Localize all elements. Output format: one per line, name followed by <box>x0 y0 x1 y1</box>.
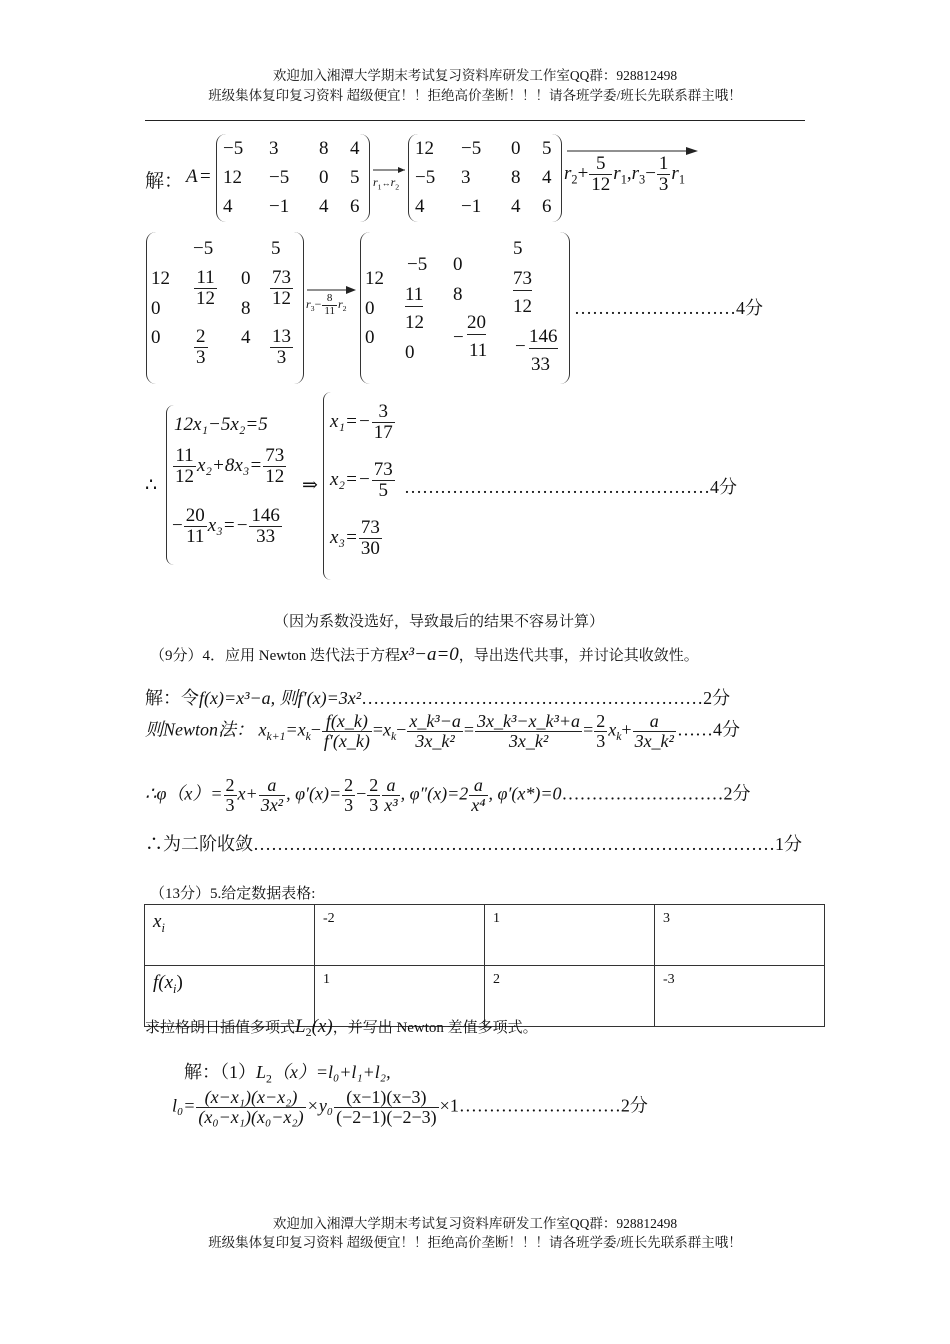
op-var: r <box>613 162 621 184</box>
fraction <box>224 776 237 815</box>
frac-den: 17 <box>373 421 393 443</box>
op-sign: , <box>626 162 632 184</box>
op-var: r <box>631 162 640 184</box>
ask-text: 求拉格朗日插值多项式 <box>145 1020 296 1036</box>
eq-text: , φ′(x*)=0 <box>488 783 562 804</box>
op-sub: 3 <box>639 172 646 187</box>
eq-text: x₁=− <box>330 410 371 432</box>
arrow-icon <box>372 163 408 175</box>
frac-den: 3 <box>276 346 287 368</box>
score-line-1 <box>574 294 763 320</box>
frac-num: (x−1)(x−3) <box>334 1088 439 1108</box>
matrix-cell: 5 <box>542 138 552 159</box>
system-eq-1: 12x₁−5x₂=5 <box>174 414 268 435</box>
matrix-cell: 6 <box>542 196 552 217</box>
matrix-cell: 12 <box>405 312 424 333</box>
matrix-cell: 4 <box>415 196 425 217</box>
q4-step-3 <box>145 776 751 815</box>
cell-text: ) <box>176 972 183 993</box>
frac-den: 30 <box>360 537 380 559</box>
op-var: r <box>306 296 311 311</box>
frac-num: 5 <box>589 154 612 175</box>
frac-den: 11 <box>324 304 335 317</box>
frac-den: (x₀−x₁)(x₀−x₂) <box>198 1106 304 1127</box>
eq-text: x <box>258 719 267 740</box>
fraction <box>270 327 293 368</box>
step-text: ∴为二阶收敛 <box>145 834 253 854</box>
matrix-cell: 11 <box>405 284 424 305</box>
frac-den: 33 <box>256 525 276 547</box>
op-var: r <box>671 162 679 184</box>
table-row <box>145 905 825 966</box>
step-label: 解：（1） <box>184 1062 256 1082</box>
therefore-sign: ∴ <box>145 475 158 496</box>
q4-prompt <box>150 644 699 666</box>
frac-den: 3 <box>369 794 379 815</box>
eq-text: l₀= <box>172 1095 196 1116</box>
op-sub: 2 <box>571 172 578 187</box>
matrix-cell: −5 <box>223 138 244 159</box>
frac-num: 11 <box>173 446 196 467</box>
fraction <box>372 402 395 443</box>
fraction <box>270 268 293 309</box>
eq-text: ×1 <box>439 1095 459 1116</box>
matrix-c <box>146 232 304 384</box>
frac-num: 73 <box>272 267 291 288</box>
matrix-cell: 20 <box>467 312 486 333</box>
matrix-cell: −5 <box>407 254 428 275</box>
frac-num: 2 <box>344 775 354 795</box>
eq-text: ×y₀ <box>306 1095 334 1116</box>
frac-den: 3 <box>658 173 669 195</box>
fraction <box>259 776 285 815</box>
score-dots: ………………………2 <box>561 783 733 804</box>
matrix-cell <box>269 268 294 309</box>
frac-num: 13 <box>272 326 291 347</box>
matrix-cell: 0 <box>365 298 375 319</box>
fraction <box>382 776 399 815</box>
fraction <box>334 1088 439 1127</box>
frac-den: 3x_k² <box>634 730 674 751</box>
fraction <box>194 327 208 368</box>
table-cell: -3 <box>655 966 825 1027</box>
frac-num: f(x_k) <box>322 712 372 732</box>
cell-text: f(x <box>153 972 174 993</box>
data-table <box>144 904 825 1027</box>
matrix-cell: −5 <box>461 138 482 159</box>
step-expr: f(x)=x³−a, 则f′(x)=3x² <box>199 688 362 708</box>
matrix-cell: −5 <box>415 167 436 188</box>
op-sub: 2 <box>342 304 347 314</box>
frac-den: 3 <box>196 346 206 368</box>
op-var: r <box>337 296 343 311</box>
eq-text: x₂=− <box>330 468 371 490</box>
matrix-cell: 4 <box>511 196 521 217</box>
frac-num: 8 <box>322 293 337 306</box>
fraction <box>589 154 612 195</box>
frac-den: 3x² <box>260 794 284 815</box>
eq-text: （x）=l₀+l₁+l₂, <box>271 1062 391 1082</box>
frac-num: 73 <box>360 517 380 538</box>
row-op-1 <box>564 154 685 195</box>
matrix-cell: 146 <box>529 326 558 347</box>
frac-den: 12 <box>272 287 291 309</box>
fraction <box>184 506 207 547</box>
score-unit: 分 <box>732 783 751 804</box>
matrix-b <box>408 134 562 222</box>
eq-text: x₃=− <box>207 514 249 536</box>
matrix-cell: 3 <box>269 138 279 159</box>
fraction <box>263 446 286 487</box>
matrix-cell: 4 <box>223 196 233 217</box>
equals-sign: = <box>200 166 211 187</box>
frac-num: 2 <box>196 326 206 347</box>
frac-den: 3 <box>225 794 235 815</box>
op-sub: 1 <box>620 172 627 187</box>
op-sign: − <box>645 162 656 184</box>
matrix-cell: 5 <box>513 238 523 259</box>
matrix-cell <box>269 327 294 368</box>
eq-sign: − <box>172 514 183 536</box>
op-sub: 1 <box>678 172 685 187</box>
op-var: r <box>564 162 572 184</box>
score-unit: 分 <box>719 477 737 497</box>
row-op-2 <box>306 293 347 317</box>
frac-den: 11 <box>186 525 205 547</box>
frac-num: 1 <box>658 153 669 174</box>
solution-x2 <box>330 460 396 501</box>
eq-text: =x <box>285 719 306 740</box>
op-sign: + <box>577 162 589 184</box>
frac-num: x_k³−a <box>409 711 461 731</box>
matrix-a <box>216 134 370 222</box>
score-unit: 分 <box>629 1095 648 1116</box>
op-sign: − <box>314 296 322 311</box>
frac-num: 3 <box>372 402 395 423</box>
system-eq-2 <box>172 446 287 487</box>
frac-den: 12 <box>265 465 285 487</box>
frac-num: 73 <box>373 459 393 480</box>
matrix-cell: 0 <box>405 342 415 363</box>
score-dots: …………………………………………………2 <box>361 688 713 708</box>
fraction <box>173 446 196 487</box>
matrix-cell: 0 <box>319 167 329 188</box>
prompt-text: ，导出迭代共事，并讨论其收敛性。 <box>458 648 699 664</box>
eq-text: L <box>256 1062 267 1082</box>
q5-ask <box>145 1016 538 1040</box>
score-line-2 <box>404 473 737 499</box>
ask-text: ，并写出 Newton 差值多项式。 <box>332 1020 538 1036</box>
matrix-cell: 8 <box>241 298 251 319</box>
matrix-cell: 11 <box>469 340 488 361</box>
matrix-cell: 12 <box>365 268 384 289</box>
frac-num: 2 <box>225 775 235 795</box>
fraction <box>469 776 487 815</box>
frac-num: 73 <box>265 445 285 466</box>
q5-prompt: （13分）5.给定数据表格: <box>150 886 316 902</box>
eq-text: , φ″(x)=2 <box>400 783 469 804</box>
frac-den: 12 <box>591 173 611 195</box>
implies-sign: ⇒ <box>302 475 318 496</box>
score-dots: ……………………………………………4 <box>404 477 719 497</box>
matrix-cell: 12 <box>151 268 170 289</box>
fraction <box>657 154 671 195</box>
score-unit: 分 <box>712 688 731 708</box>
prompt-text: （9分）4．应用 Newton 迭代法于方程 <box>150 648 400 664</box>
header-line-2: 班级集体复印复习资料 超级便宜！！拒绝高价垄断！！！请各班学委/班长先联系群主哦！ <box>208 88 742 103</box>
step-label: 则Newton法： <box>145 719 255 740</box>
matrix-cell: 8 <box>319 138 329 159</box>
op-sub: 1 <box>377 182 382 192</box>
fraction <box>633 712 676 751</box>
op-var: r <box>390 175 396 189</box>
matrix-cell: − <box>515 336 526 357</box>
prompt-eq: x³−a=0 <box>400 644 459 665</box>
fraction <box>249 506 282 547</box>
fraction <box>367 776 380 815</box>
matrix-cell: 0 <box>511 138 521 159</box>
op-var: r <box>373 175 378 189</box>
frac-num: 20 <box>185 505 205 526</box>
frac-num: a <box>259 776 285 796</box>
frac-den: 3 <box>596 730 606 751</box>
fraction <box>407 712 463 751</box>
table-header-cell <box>145 905 315 966</box>
matrix-cell: 73 <box>513 268 532 289</box>
matrix-cell: 4 <box>350 138 360 159</box>
fraction <box>196 1088 305 1127</box>
matrix-cell: 0 <box>241 268 251 289</box>
system-eq-3 <box>172 506 283 547</box>
solution-label: 解： <box>145 171 184 192</box>
frac-num: 11 <box>194 268 217 289</box>
frac-den: 5 <box>378 479 388 501</box>
matrix-cell: −5 <box>269 167 290 188</box>
eq-text: ∴φ（x）= <box>145 783 223 804</box>
frac-den: f′(x_k) <box>323 730 370 751</box>
eq-text: x₂+8x₃= <box>197 454 263 476</box>
matrix-cell: −1 <box>461 196 482 217</box>
score-dots: ………………………2 <box>458 1095 630 1116</box>
header-line-1: 欢迎加入湘潭大学期末考试复习资料库研发工作室QQ群：928812498 <box>272 68 678 83</box>
frac-num: 2 <box>596 711 606 731</box>
fraction <box>322 712 372 751</box>
swap-op-label: $r_1\leftrightarrow r_2$ <box>373 175 400 192</box>
matrix-d <box>360 232 570 384</box>
frac-num: a <box>382 776 399 796</box>
score-dots: ……4 <box>676 719 722 740</box>
matrix-cell: 33 <box>531 354 550 375</box>
footer-line-2: 班级集体复印复习资料 超级便宜！！拒绝高价垄断！！！请各班学委/班长先联系群主哦！ <box>208 1235 742 1250</box>
q4-step-2: 则Newton法： $x_{k+1}=x_k-$ $\frac{f(x\_k)}{f'(x\_k)}$ $=x_k-$ $\frac{\text{x\_k³−a}}{\text{3x\_k²}}$ = $\frac{\text{3x\_k³−x\_k³+a}}{\text{3x\_k²}}$ = $\frac{2}{3}$ $x_k+$ $\frac{a}{\text{3x\_k²}}$ ……4分 <box>145 711 740 751</box>
matrix-cell: 0 <box>365 327 375 348</box>
frac-num: 146 <box>251 505 280 526</box>
matrix-cell: 8 <box>511 167 521 188</box>
footer-line-1: 欢迎加入湘潭大学期末考试复习资料库研发工作室QQ群：928812498 <box>272 1216 678 1231</box>
fraction <box>372 460 395 501</box>
score-dots: ……………………………………………………………………………1 <box>253 834 784 854</box>
cell-text: x <box>153 911 162 932</box>
eq-sign: − <box>356 783 367 804</box>
q4-step-4 <box>145 830 802 856</box>
matrix-cell: 4 <box>241 327 251 348</box>
matrix-cell: 3 <box>461 167 471 188</box>
fraction <box>359 518 382 559</box>
frac-num: a <box>469 776 487 796</box>
matrix-cell: 0 <box>151 298 161 319</box>
frac-num: (x−x₁)(x−x₂) <box>196 1088 305 1108</box>
fraction <box>594 712 607 751</box>
header-rule <box>145 120 805 121</box>
cell-sub: i <box>173 981 177 996</box>
eq-text: x₃= <box>330 526 358 548</box>
frac-den: x⁴ <box>471 794 486 815</box>
frac-den: 12 <box>175 465 194 487</box>
score-unit: 分 <box>721 719 740 740</box>
fraction <box>342 776 355 815</box>
eq-text: x+ <box>237 783 258 804</box>
frac-den: 12 <box>196 287 215 309</box>
frac-den: x³ <box>384 794 398 815</box>
matrix-cell: −1 <box>269 196 290 217</box>
solution-x3 <box>330 518 383 559</box>
fraction <box>475 712 582 751</box>
eq-sign: + <box>621 719 632 740</box>
eq-text: (x) <box>311 1016 333 1037</box>
matrix-cell: −5 <box>193 238 214 259</box>
cell-sub: i <box>161 920 165 935</box>
table-cell: 1 <box>315 966 485 1027</box>
eq-sub: 2 <box>305 1025 312 1039</box>
matrix-cell: 0 <box>453 254 463 275</box>
score-unit: 分 <box>784 834 802 854</box>
q5-sol-1 <box>184 1058 391 1086</box>
table-cell: -2 <box>315 905 485 966</box>
frac-den: 3 <box>344 794 354 815</box>
note-text: （因为系数没选好，导致最后的结果不容易计算） <box>274 614 605 630</box>
eq-text: L <box>295 1016 306 1037</box>
step-label: 解：令 <box>145 688 199 708</box>
eq-sub: 2 <box>266 1072 272 1086</box>
matrix-cell: 4 <box>319 196 329 217</box>
eq-sub: k <box>305 730 311 744</box>
matrix-cell: 0 <box>151 327 161 348</box>
frac-den: 3x_k² <box>415 730 455 751</box>
op-sub: 3 <box>310 304 315 314</box>
matrix-cell <box>193 268 218 309</box>
frac-num: a <box>633 712 676 732</box>
eq-sign: − <box>310 719 321 740</box>
matrix-cell: 12 <box>513 296 532 317</box>
frac-den: (−2−1)(−2−3) <box>336 1106 437 1127</box>
fraction <box>322 293 337 317</box>
frac-den: 3x_k² <box>508 730 549 751</box>
matrix-cell: − <box>453 327 464 348</box>
matrix-cell <box>193 327 209 368</box>
table-cell: 3 <box>655 905 825 966</box>
matrix-name: A <box>186 166 198 187</box>
score-unit: 分 <box>745 298 763 318</box>
matrix-cell: 4 <box>542 167 552 188</box>
matrix-cell: 12 <box>223 167 242 188</box>
matrix-cell: 8 <box>453 284 463 305</box>
table-cell: 2 <box>485 966 655 1027</box>
q5-sol-2 <box>172 1088 648 1127</box>
matrix-cell: 5 <box>350 167 360 188</box>
eq-text: , φ′(x)= <box>286 783 342 804</box>
matrix-cell: 6 <box>350 196 360 217</box>
frac-num: 2 <box>369 775 379 795</box>
table-cell: 1 <box>485 905 655 966</box>
matrix-cell: 5 <box>271 238 281 259</box>
frac-num: 3x_k³−x_k³+a <box>477 711 581 731</box>
op-sub: 2 <box>395 182 400 192</box>
eq-sub: k+1 <box>266 730 286 744</box>
score-dots: ………………………4 <box>574 298 745 318</box>
fraction <box>194 268 217 309</box>
solution-x1 <box>330 402 396 443</box>
q4-step-1 <box>145 684 730 710</box>
matrix-cell: 12 <box>415 138 434 159</box>
